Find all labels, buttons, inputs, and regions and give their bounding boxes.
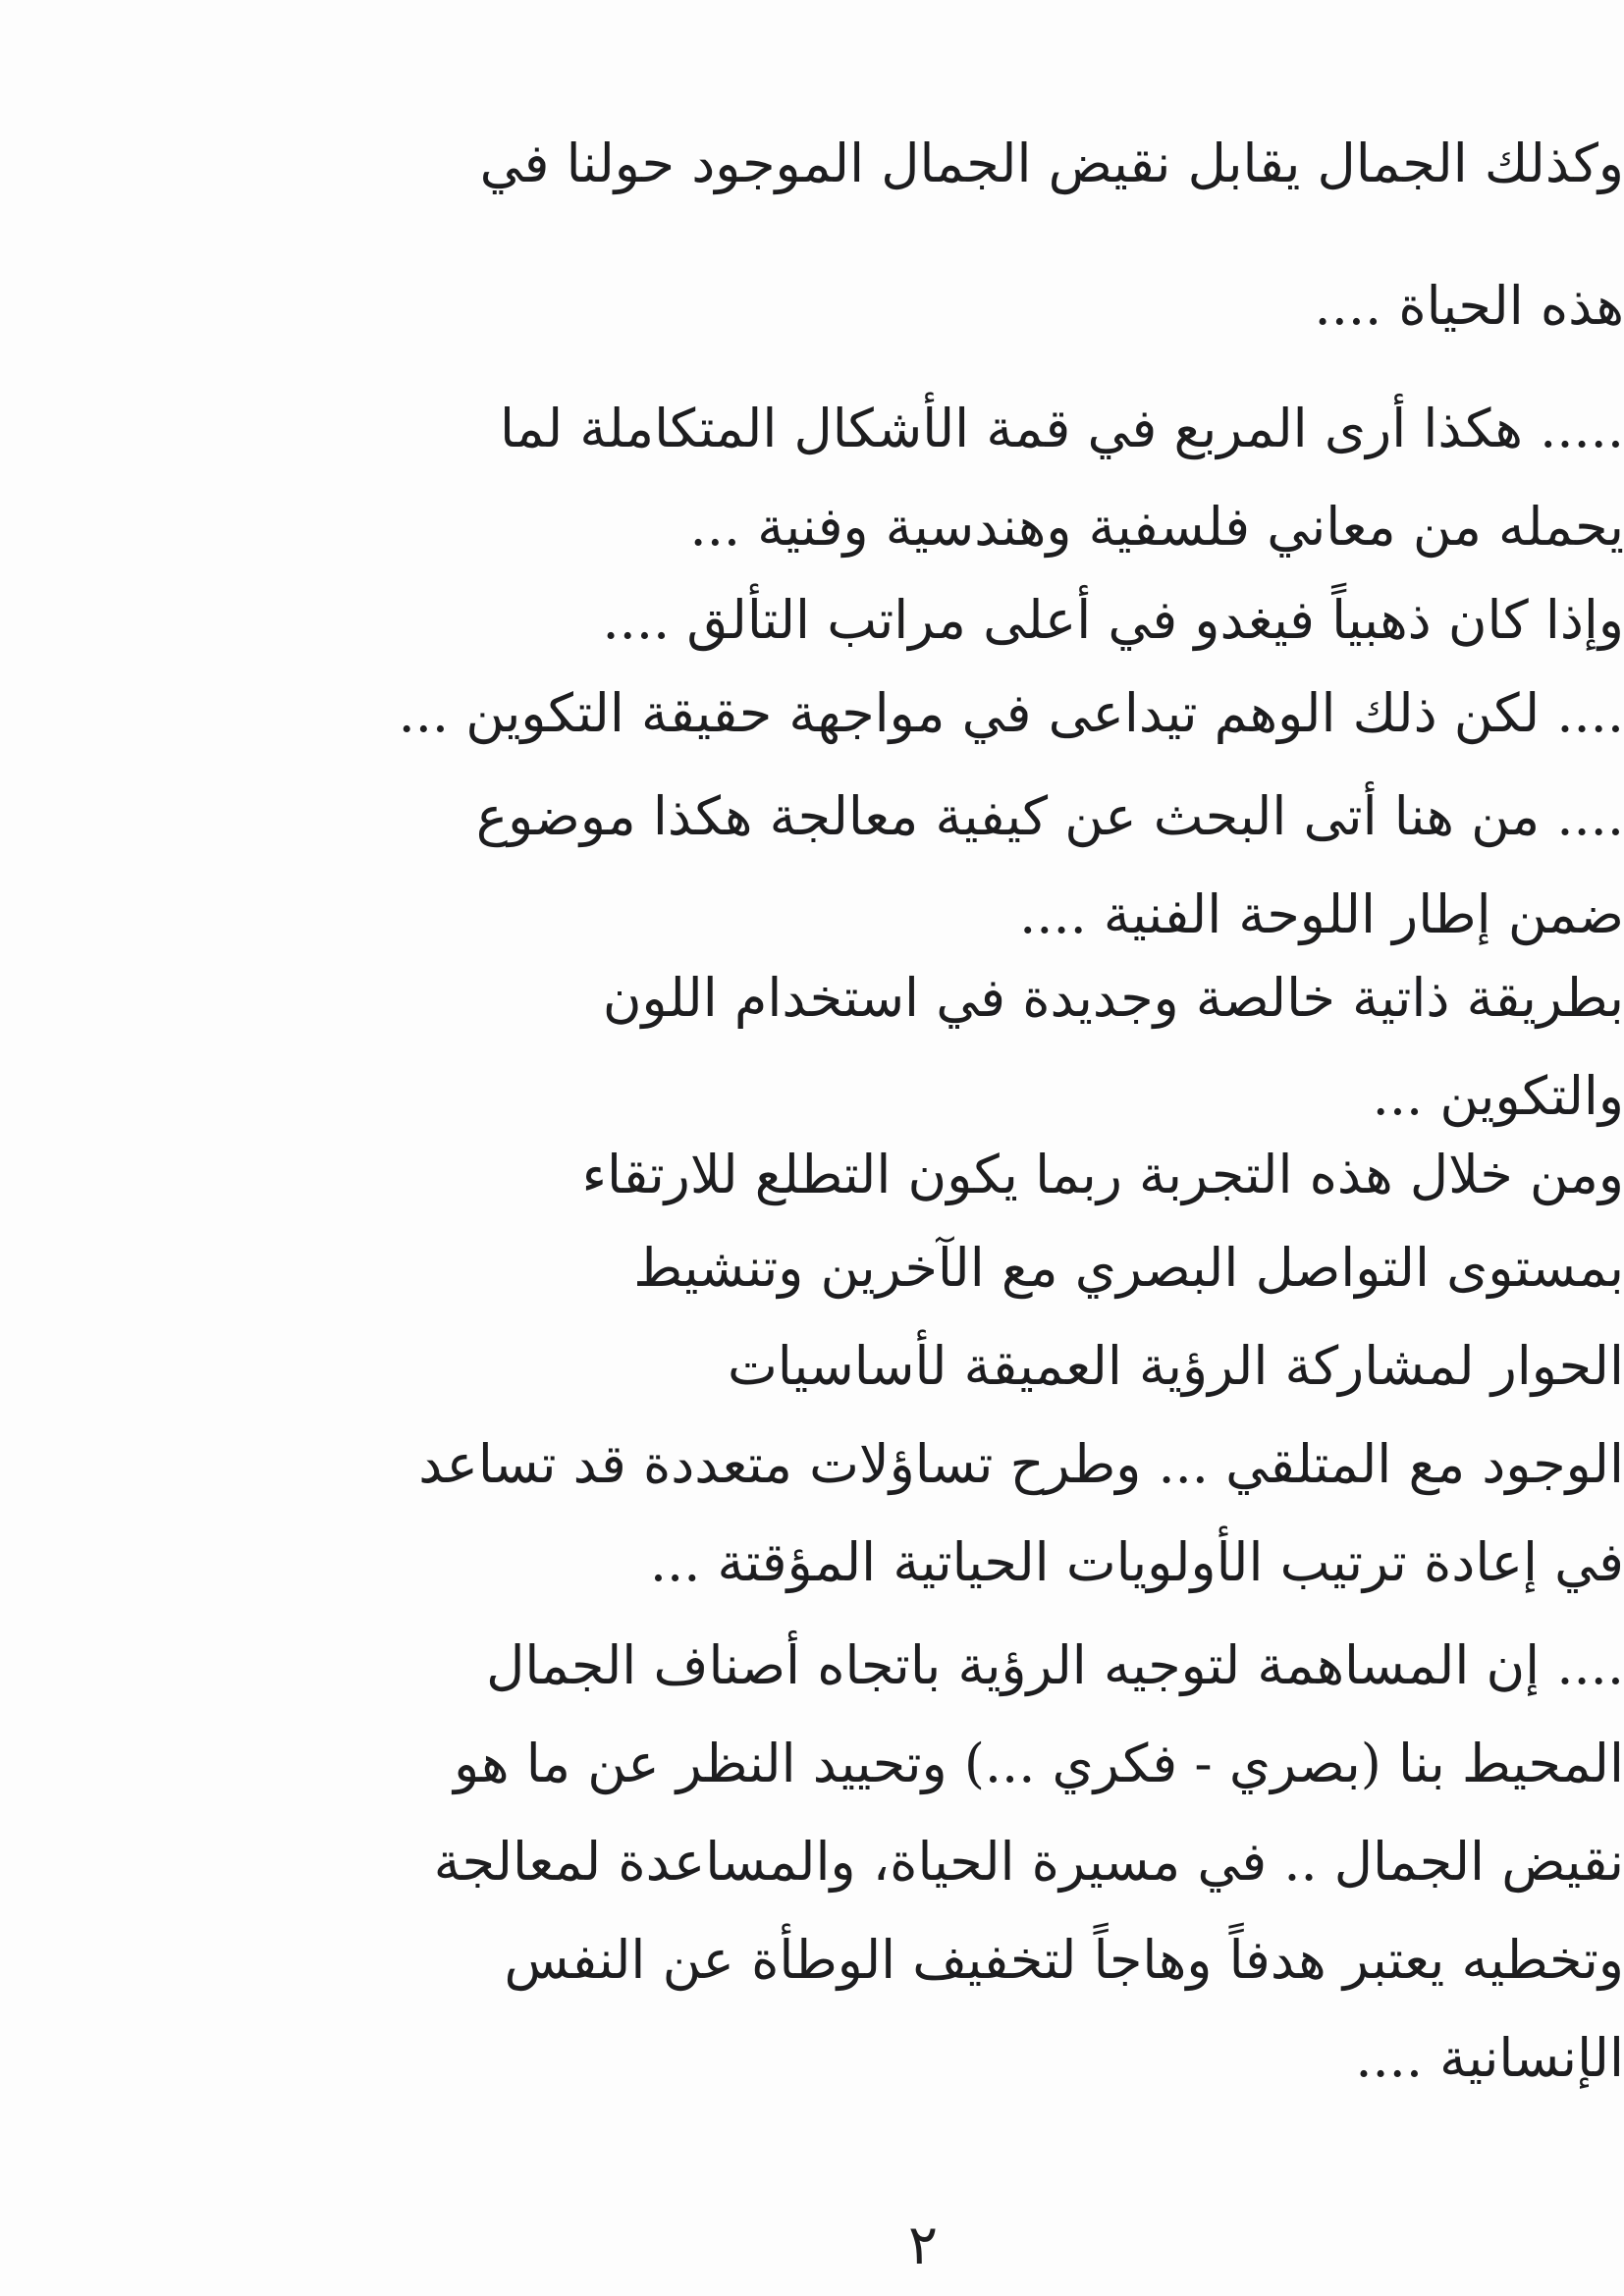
text-line-5: وإذا كان ذهبياً فيغدو في أعلى مراتب التألق ....	[602, 589, 1624, 651]
page-number: ٢	[907, 2214, 939, 2277]
text-line-3: ..... هكذا أرى المربع في قمة الأشكال المتكاملة لما	[500, 398, 1624, 459]
text-line-7: .... من هنا أتى البحث عن كيفية معالجة هكذا موضوع	[475, 785, 1624, 847]
text-line-9: بطريقة ذاتية خالصة وجديدة في استخدام اللون	[602, 967, 1624, 1029]
text-line-2: هذه الحياة ....	[1314, 275, 1624, 337]
text-line-13: الحوار لمشاركة الرؤية العميقة لأساسيات	[727, 1335, 1624, 1397]
text-line-18: نقيض الجمال .. في مسيرة الحياة، والمساعدة لمعالجة	[433, 1831, 1624, 1893]
text-line-6: .... لكن ذلك الوهم تيداعى في مواجهة حقيقة التكوين ...	[398, 682, 1624, 744]
text-line-14: الوجود مع المتلقي ... وطرح تساؤلات متعددة قد تساعد	[418, 1433, 1624, 1495]
text-line-19: وتخطيه يعتبر هدفاً وهاجاً لتخفيف الوطأة عن النفس	[504, 1929, 1624, 1991]
text-line-17: المحيط بنا (بصري - فكري ...) وتحييد النظر عن ما هو	[454, 1733, 1624, 1794]
text-line-15: في إعادة ترتيب الأولويات الحياتية المؤقتة ...	[649, 1531, 1624, 1593]
text-line-11: ومن خلال هذه التجربة ربما يكون التطلع للارتقاء	[581, 1144, 1624, 1205]
text-line-12: بمستوى التواصل البصري مع الآخرين وتنشيط	[633, 1237, 1624, 1299]
text-line-1: وكذلك الجمال يقابل نقيض الجمال الموجود حولنا في	[479, 133, 1624, 194]
text-line-4: يحمله من معاني فلسفية وهندسية وفنية ...	[689, 496, 1624, 558]
text-line-20: الإنسانية ....	[1355, 2027, 1624, 2089]
text-line-8: ضمن إطار اللوحة الفنية ....	[1019, 883, 1624, 945]
text-line-10: والتكوين ...	[1372, 1065, 1624, 1127]
text-line-16: .... إن المساهمة لتوجيه الرؤية باتجاه أصناف الجمال	[486, 1634, 1624, 1696]
